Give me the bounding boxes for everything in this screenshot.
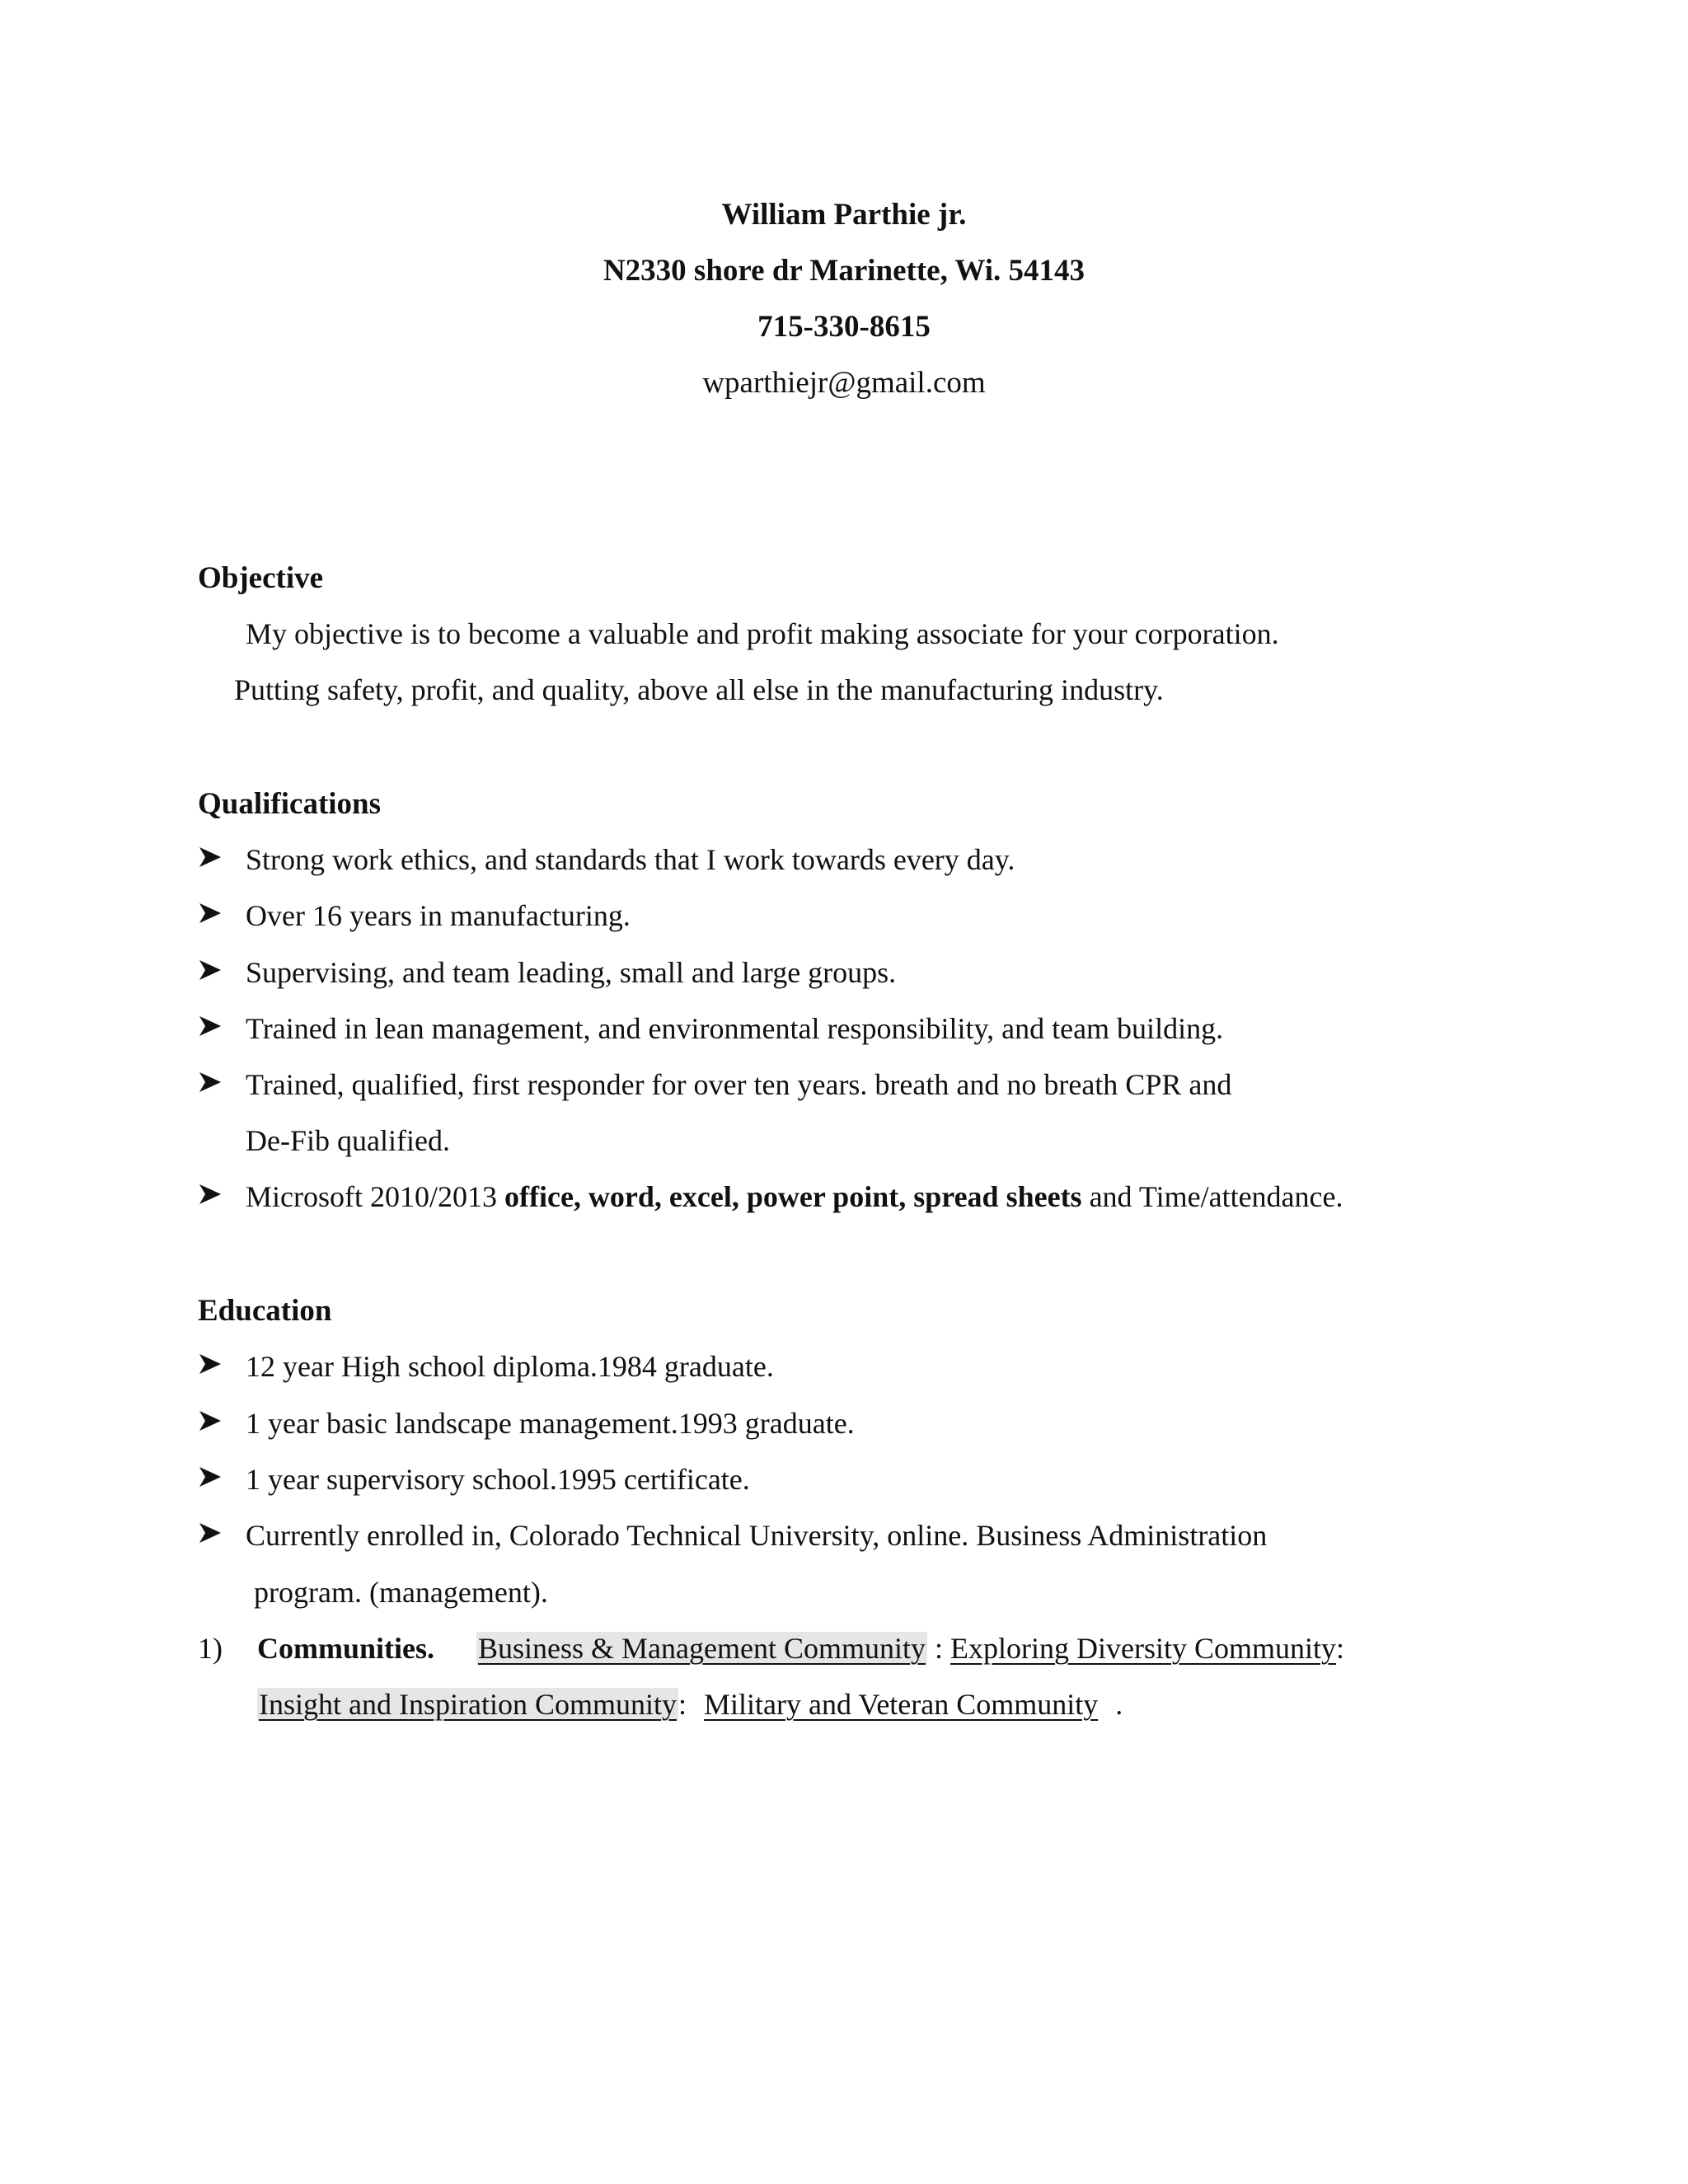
- qualification-item: Supervising, and team leading, small and large groups.: [246, 956, 897, 989]
- education-item: 12 year High school diploma.1984 graduate.: [246, 1350, 774, 1383]
- qualification-item-microsoft: [246, 1182, 1343, 1212]
- qualification-item-continuation: De-Fib qualified.: [246, 1124, 450, 1157]
- communities-number: 1): [198, 1632, 223, 1665]
- candidate-name: William Parthie jr.: [721, 198, 967, 232]
- arrowhead-bullet-icon: [198, 1465, 224, 1494]
- insight-inspiration-community-link[interactable]: Insight and Inspiration Community: [259, 1688, 677, 1721]
- trailing-period: .: [1108, 1688, 1123, 1721]
- education-item-continuation: program. (management).: [254, 1576, 548, 1609]
- objective-heading: Objective: [198, 561, 324, 595]
- communities-line-1: [476, 1633, 1344, 1663]
- qualification-item: Trained in lean management, and environmental responsibility, and team building.: [246, 1012, 1224, 1045]
- military-veteran-community-link[interactable]: Military and Veteran Community: [704, 1688, 1099, 1721]
- arrowhead-bullet-icon: [198, 1182, 224, 1212]
- arrowhead-bullet-icon: [198, 1070, 224, 1099]
- arrowhead-bullet-icon: [198, 901, 224, 930]
- arrowhead-bullet-icon: [198, 1521, 224, 1550]
- objective-line-2: Putting safety, profit, and quality, above all else in the manufacturing industry.: [234, 673, 1164, 706]
- microsoft-suffix: and Time/attendance.: [1081, 1180, 1343, 1213]
- arrowhead-bullet-icon: [198, 1352, 224, 1381]
- arrowhead-bullet-icon: [198, 845, 224, 874]
- communities-label: Communities.: [257, 1632, 434, 1665]
- qualification-item: Trained, qualified, first responder for over ten years. breath and no breath CPR and: [246, 1068, 1232, 1101]
- candidate-address: N2330 shore dr Marinette, Wi. 54143: [603, 254, 1085, 288]
- arrowhead-bullet-icon: [198, 1014, 224, 1043]
- business-management-community-link[interactable]: Business & Management Community: [478, 1632, 926, 1665]
- education-item: Currently enrolled in, Colorado Technical University, online. Business Administration: [246, 1519, 1268, 1552]
- arrowhead-bullet-icon: [198, 958, 224, 987]
- microsoft-apps: office, word, excel, power point, spread sheets: [504, 1180, 1082, 1213]
- separator: :: [926, 1632, 950, 1665]
- communities-line-2: [257, 1690, 1123, 1719]
- qualifications-heading: Qualifications: [198, 787, 382, 821]
- separator: :: [678, 1688, 694, 1721]
- candidate-phone: 715-330-8615: [757, 310, 931, 344]
- education-item: 1 year supervisory school.1995 certificate.: [246, 1463, 750, 1496]
- separator: :: [1335, 1632, 1344, 1665]
- microsoft-prefix: Microsoft 2010/2013: [246, 1180, 504, 1213]
- qualification-item: Over 16 years in manufacturing.: [246, 899, 631, 932]
- education-heading: Education: [198, 1294, 332, 1328]
- candidate-email: wparthiejr@gmail.com: [702, 366, 986, 400]
- exploring-diversity-community-link[interactable]: Exploring Diversity Community: [950, 1632, 1336, 1665]
- qualification-item: Strong work ethics, and standards that I work towards every day.: [246, 843, 1015, 876]
- arrowhead-bullet-icon: [198, 1408, 224, 1438]
- objective-line-1: My objective is to become a valuable and profit making associate for your corporation.: [246, 617, 1279, 650]
- education-item: 1 year basic landscape management.1993 graduate.: [246, 1407, 855, 1440]
